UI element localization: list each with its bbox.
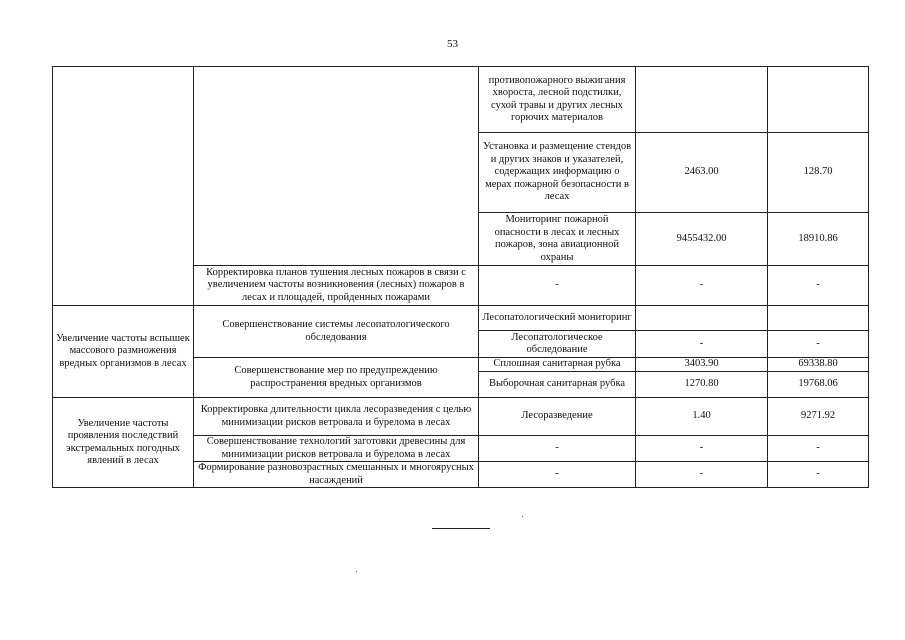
value1-cell [636, 306, 768, 331]
activity-cell: Совершенствование мер по предупреждению распространения вредных организмов [194, 358, 479, 398]
measure-cell: Лесопатологический мониторинг [479, 306, 636, 331]
value2-cell: - [768, 462, 869, 488]
measure-cell: Лесопатологическое обследование [479, 331, 636, 358]
value2-cell: 18910.86 [768, 213, 869, 266]
value1-cell: - [636, 331, 768, 358]
threat-cell: Увеличение частоты проявления последствий экстремальных погодных явлений в лесах [53, 398, 194, 488]
value2-cell: - [768, 436, 869, 462]
measure-cell: Мониторинг пожарной опасности в лесах и лесных пожаров, зона авиационной охраны [479, 213, 636, 266]
measure-cell: - [479, 266, 636, 306]
measure-cell: Сплошная санитарная рубка [479, 358, 636, 372]
value2-cell [768, 67, 869, 133]
measure-cell: Выборочная санитарная рубка [479, 372, 636, 398]
scan-speck [522, 516, 523, 517]
value1-cell: 1270.80 [636, 372, 768, 398]
value2-cell [768, 306, 869, 331]
activity-cell: Совершенствование системы лесопатологического обследования [194, 306, 479, 358]
activity-cell: Корректировка планов тушения лесных пожаров в связи с увеличением частоты возникновения (лесных) пожаров в лесах и площадей, пройденных пожарами [194, 266, 479, 306]
measure-cell: Установка и размещение стендов и других знаков и указателей, содержащих информацию о мерах пожарной безопасности в лесах [479, 133, 636, 213]
value1-cell [636, 67, 768, 133]
value1-cell: 9455432.00 [636, 213, 768, 266]
value1-cell: 1.40 [636, 398, 768, 436]
end-rule [432, 528, 490, 529]
activity-cell: Формирование разновозрастных смешанных и многоярусных насаждений [194, 462, 479, 488]
table-row [53, 67, 869, 133]
table-row [53, 398, 869, 436]
measure-cell: противопожарного выжигания хвороста, лесной подстилки, сухой травы и других лесных горючих материалов [479, 67, 636, 133]
value2-cell: - [768, 331, 869, 358]
threat-cell: Увеличение частоты вспышек массового размножения вредных организмов в лесах [53, 306, 194, 398]
scan-speck [356, 571, 357, 572]
table-row [53, 306, 869, 331]
activity-cell: Корректировка длительности цикла лесоразведения с целью минимизации рисков ветровала и бурелома в лесах [194, 398, 479, 436]
value2-cell: - [768, 266, 869, 306]
activity-cell-empty [194, 67, 479, 266]
value1-cell: 2463.00 [636, 133, 768, 213]
value1-cell: - [636, 462, 768, 488]
value2-cell: 19768.06 [768, 372, 869, 398]
value1-cell: - [636, 266, 768, 306]
page-number: 53 [447, 38, 458, 50]
threat-cell-empty [53, 67, 194, 306]
measure-cell: - [479, 462, 636, 488]
value2-cell: 128.70 [768, 133, 869, 213]
value1-cell: 3403.90 [636, 358, 768, 372]
activity-cell: Совершенствование технологий заготовки древесины для минимизации рисков ветровала и бурелома в лесах [194, 436, 479, 462]
value1-cell: - [636, 436, 768, 462]
value2-cell: 69338.80 [768, 358, 869, 372]
value2-cell: 9271.92 [768, 398, 869, 436]
measure-cell: - [479, 436, 636, 462]
measure-cell: Лесоразведение [479, 398, 636, 436]
measures-table [52, 66, 869, 488]
